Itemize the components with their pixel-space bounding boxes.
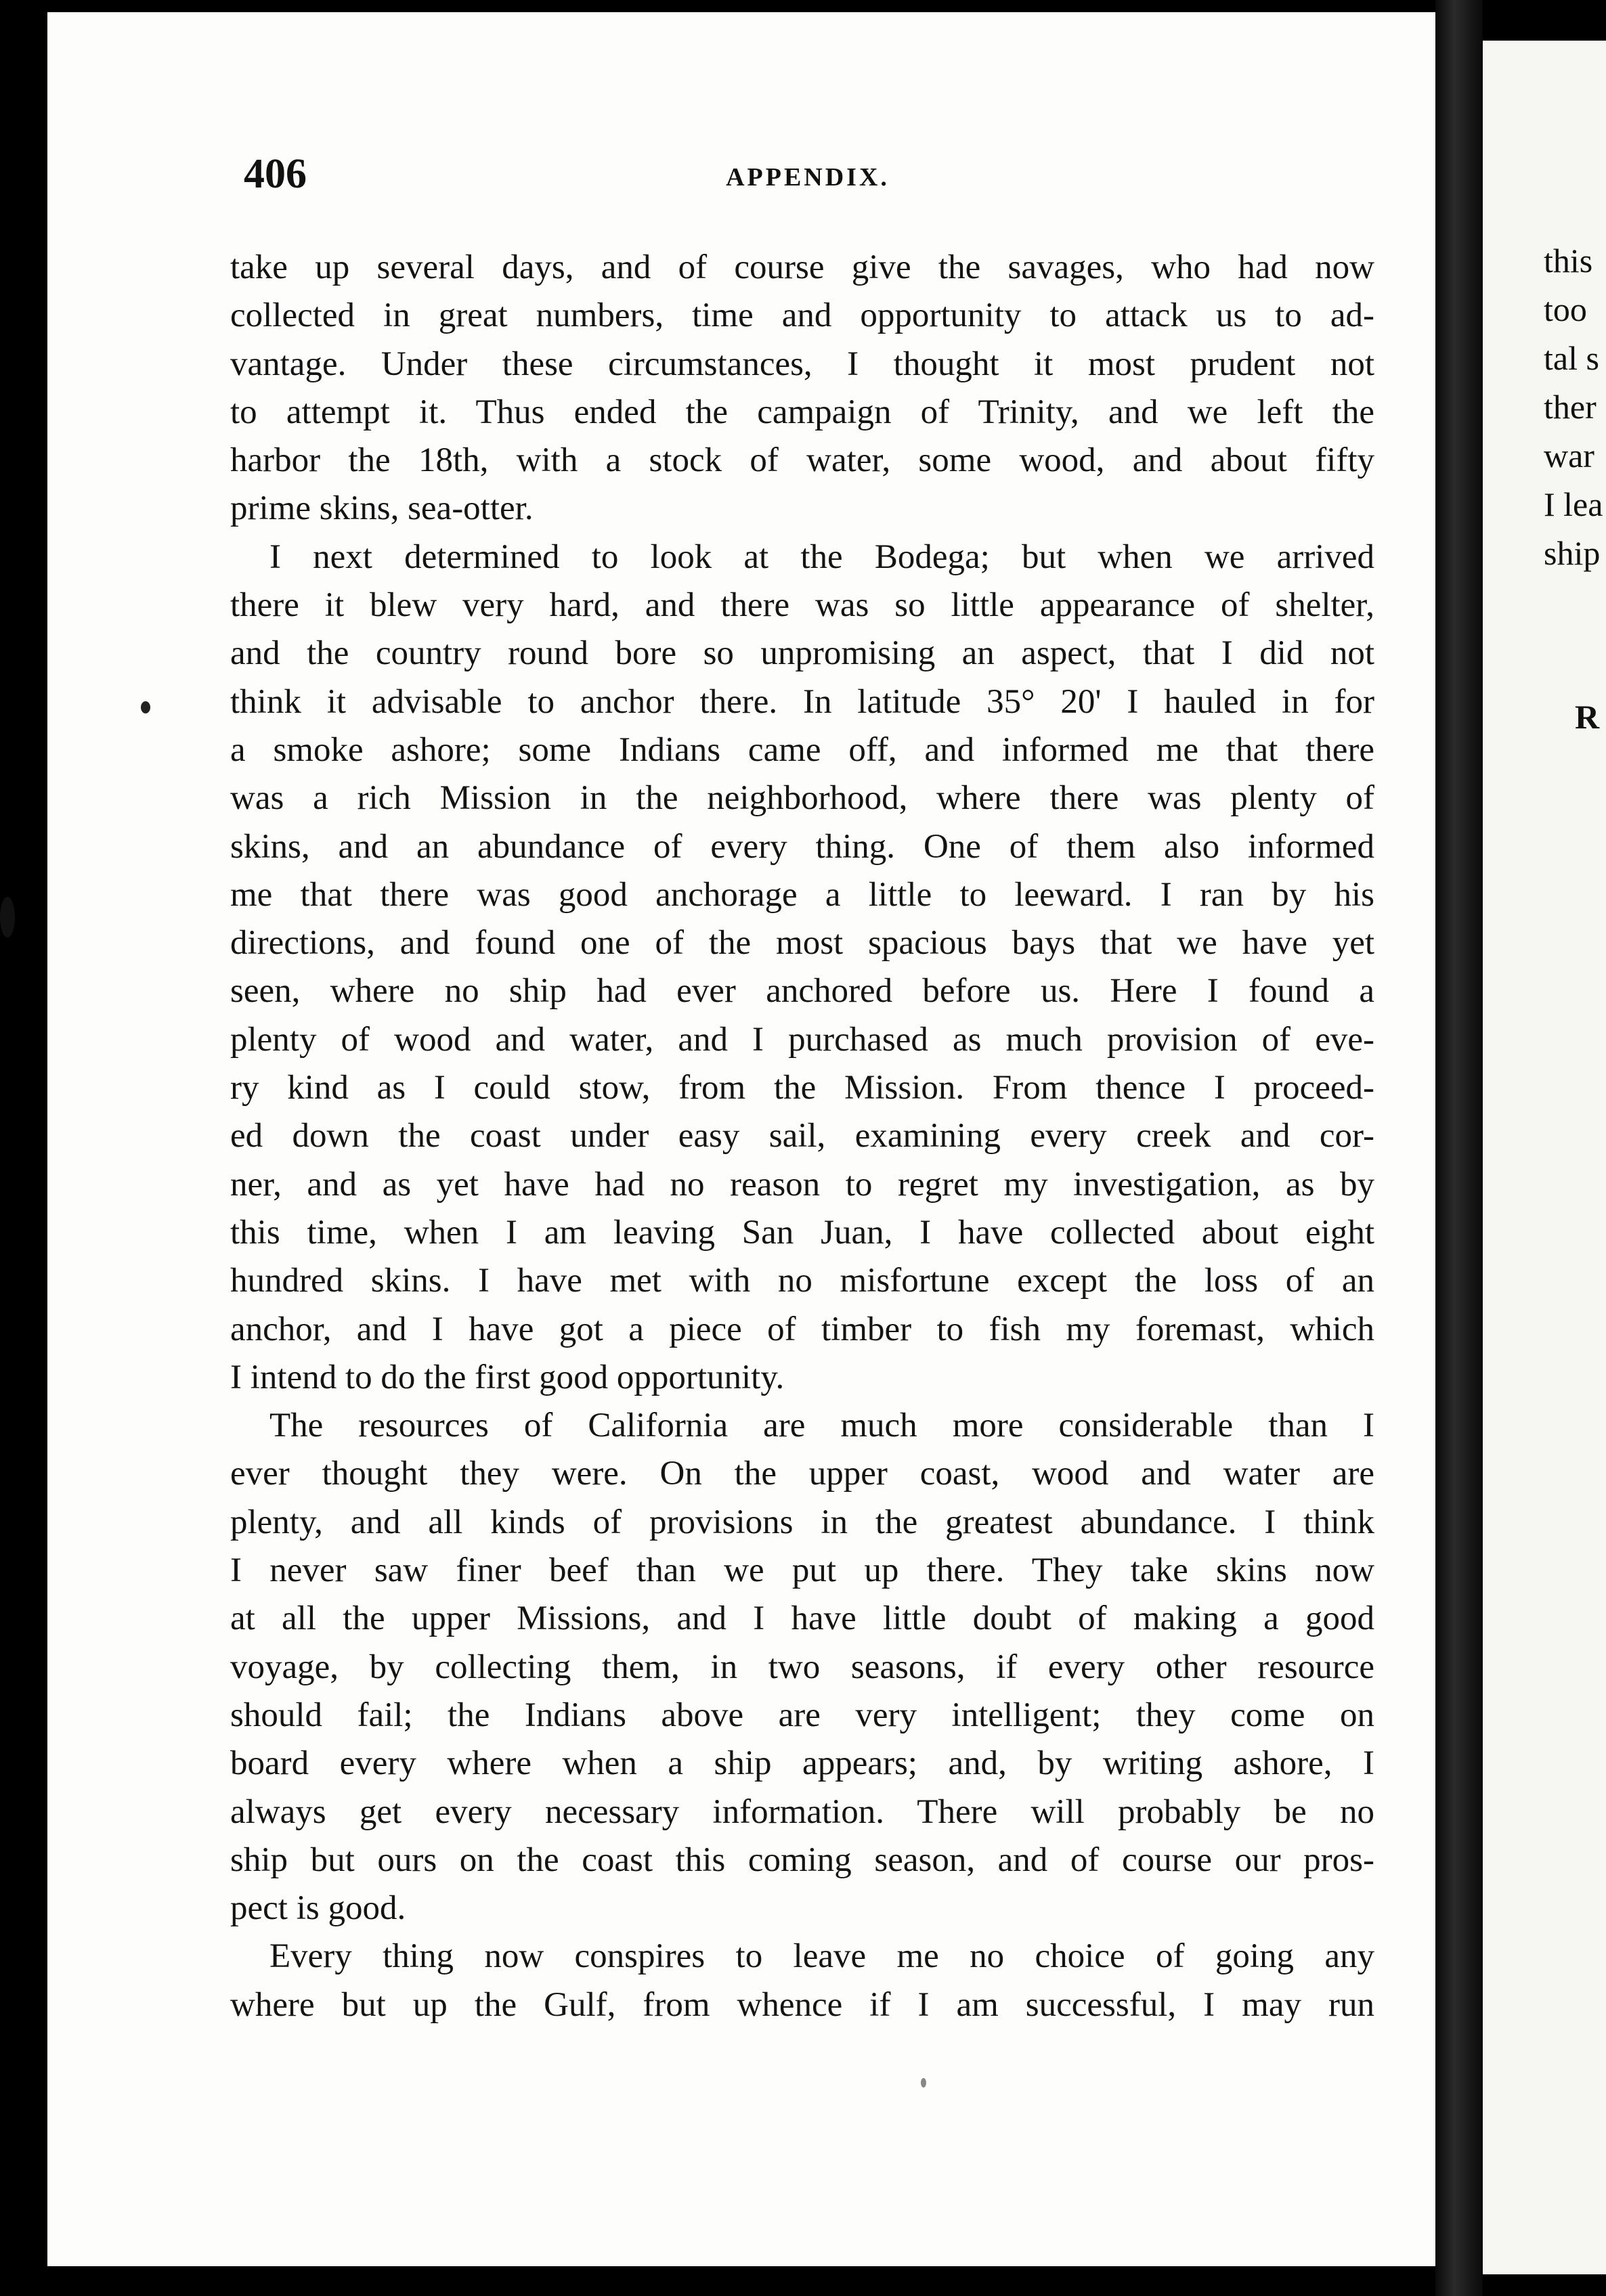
text-line: I never saw finer beef than we put up there. They take skins now xyxy=(230,1551,1374,1590)
text-line: and the country round bore so unpromising an aspect, that I did not xyxy=(230,634,1374,673)
text-line: seen, where no ship had ever anchored before us. Here I found a xyxy=(230,972,1374,1011)
text-line: collected in great numbers, time and opportunity to attack us to ad- xyxy=(230,296,1374,335)
text-line: was a rich Mission in the neighborhood, where there was plenty of xyxy=(230,779,1374,818)
text-line: directions, and found one of the most spacious bays that we have yet xyxy=(230,924,1374,963)
text-line: should fail; the Indians above are very intelligent; they come on xyxy=(230,1696,1374,1734)
text-line: The resources of California are much more considerable than I xyxy=(269,1407,1374,1445)
ink-speck xyxy=(921,2078,926,2088)
text-line: this time, when I am leaving San Juan, I have collected about eight xyxy=(230,1213,1374,1252)
page-body xyxy=(230,244,1374,2029)
text-line: think it advisable to anchor there. In latitude 35° 20' I hauled in for xyxy=(230,682,1374,721)
facing-page-line: too xyxy=(1544,290,1587,328)
text-line: hundred skins. I have met with no misfortune except the loss of an xyxy=(230,1262,1374,1300)
text-line: harbor the 18th, with a stock of water, some wood, and about fifty xyxy=(230,441,1374,480)
text-line: take up several days, and of course give the savages, who had now xyxy=(230,248,1374,286)
book-gutter xyxy=(1435,0,1483,2296)
text-line: Every thing now conspires to leave me no choice of going any xyxy=(269,1937,1374,1976)
text-line: to attempt it. Thus ended the campaign of Trinity, and we left the xyxy=(230,393,1374,431)
facing-page-line: war xyxy=(1544,437,1594,474)
page-heading: APPENDIX. xyxy=(726,163,890,192)
text-line: prime skins, sea-otter. xyxy=(230,489,534,528)
text-line: anchor, and I have got a piece of timber to fish my foremast, which xyxy=(230,1310,1374,1348)
text-line: at all the upper Missions, and I have little doubt of making a good xyxy=(230,1599,1374,1638)
text-line: where but up the Gulf, from whence if I am successful, I may run xyxy=(230,1985,1374,2024)
text-line: pect is good. xyxy=(230,1889,406,1928)
facing-page-line: I lea xyxy=(1544,485,1603,523)
text-line: ner, and as yet have had no reason to regret my investigation, as by xyxy=(230,1165,1374,1204)
facing-page-line: this xyxy=(1544,242,1593,280)
text-line: voyage, by collecting them, in two seasons, if every other resource xyxy=(230,1648,1374,1686)
running-head xyxy=(244,150,1372,198)
text-line: ry kind as I could stow, from the Mission. From thence I proceed- xyxy=(230,1069,1374,1107)
text-line: skins, and an abundance of every thing. One of them also informed xyxy=(230,827,1374,866)
text-line: board every where when a ship appears; and, by writing ashore, I xyxy=(230,1744,1374,1783)
facing-page-line: tal s xyxy=(1544,339,1599,377)
text-line: I next determined to look at the Bodega; but when we arrived xyxy=(269,537,1374,576)
text-line: vantage. Under these circumstances, I thought it most prudent not xyxy=(230,345,1374,383)
text-line: plenty of wood and water, and I purchased as much provision of eve- xyxy=(230,1020,1374,1059)
facing-page-line: ther xyxy=(1544,388,1597,426)
text-line: I intend to do the first good opportunity. xyxy=(230,1358,785,1396)
text-line: ed down the coast under easy sail, examining every creek and cor- xyxy=(230,1117,1374,1155)
text-line: there it blew very hard, and there was so little appearance of shelter, xyxy=(230,586,1374,625)
text-line: ship but ours on the coast this coming season, and of course our pros- xyxy=(230,1840,1374,1879)
text-line: ever thought they were. On the upper coast, wood and water are xyxy=(230,1455,1374,1493)
facing-page-line: ship xyxy=(1544,534,1601,572)
ink-speck xyxy=(141,701,150,713)
ink-speck xyxy=(0,897,15,937)
text-line: a smoke ashore; some Indians came off, and informed me that there xyxy=(230,730,1374,769)
facing-page-line: R xyxy=(1575,698,1600,736)
text-line: plenty, and all kinds of provisions in the greatest abundance. I think xyxy=(230,1503,1374,1541)
page-number: 406 xyxy=(244,151,307,197)
text-line: always get every necessary information. There will probably be no xyxy=(230,1792,1374,1831)
text-line: me that there was good anchorage a little to leeward. I ran by his xyxy=(230,875,1374,914)
